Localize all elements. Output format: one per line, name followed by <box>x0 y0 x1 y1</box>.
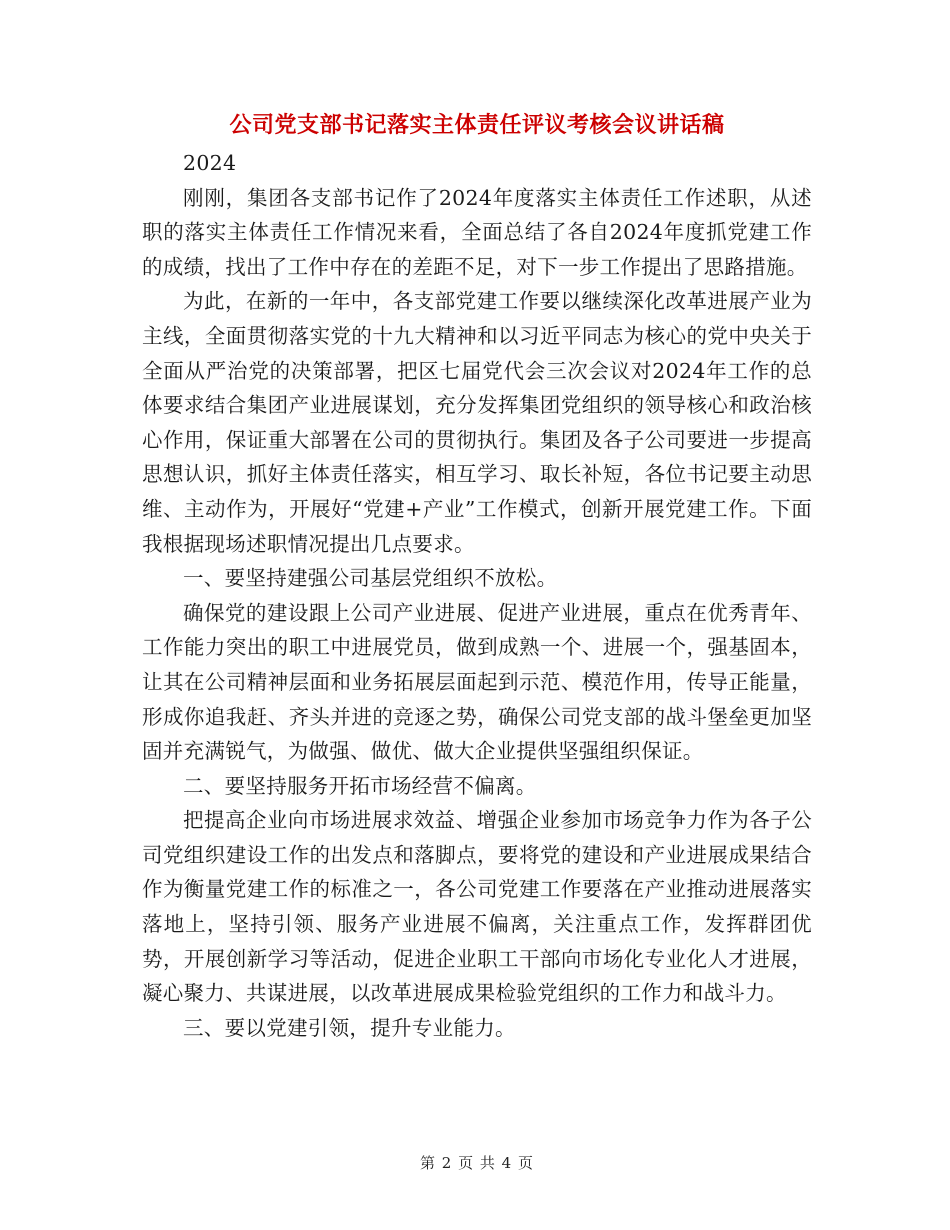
paragraph-section-2: 把提高企业向市场进展求效益、增强企业参加市场竞争力作为各子公司党组织建设工作的出发点和落脚点，要将党的建设和产业进展成果结合作为衡量党建工作的标准之一，各公司党建工作要落在产业推动进展落实落地上，坚持引领、服务产业进展不偏离，关注重点工作，发挥群团优势，开展创新学习等活动，促进企业职工干部向市场化专业化人才进展，凝心聚力、共谋进展，以改革进展成果检验党组织的工作力和战斗力。 <box>142 808 812 1006</box>
paragraph-intro: 刚刚，集团各支部书记作了2024年度落实主体责任工作述职，从述职的落实主体责任工作情况来看，全面总结了各自2024年度抓党建工作的成绩，找出了工作中存在的差距不足，对下一步工作提出了思路措施。 <box>142 185 812 279</box>
section-heading-3: 三、要以党建引领，提升专业能力。 <box>183 1015 516 1040</box>
paragraph-overview: 为此，在新的一年中，各支部党建工作要以继续深化改革进展产业为主线，全面贯彻落实党的十九大精神和以习近平同志为核心的党中央关于全面从严治党的决策部署，把区七届党代会三次会议对2024年工作的总体要求结合集团产业进展谋划，充分发挥集团党组织的领导核心和政治核心作用，保证重大部署在公司的贯彻执行。集团及各子公司要进一步提高思想认识，抓好主体责任落实，相互学习、取长补短，各位书记要主动思维、主动作为，开展好“党建+产业”工作模式，创新开展党建工作。下面我根据现场述职情况提出几点要求。 <box>142 289 812 556</box>
section-heading-1: 一、要坚持建强公司基层党组织不放松。 <box>183 566 558 591</box>
document-body <box>142 146 812 1045</box>
page-number-footer: 第 2 页 共 4 页 <box>420 1154 534 1172</box>
section-heading-2: 二、要坚持服务开拓市场经营不偏离。 <box>183 773 537 798</box>
paragraph-section-1: 确保党的建设跟上公司产业进展、促进产业进展，重点在优秀青年、工作能力突出的职工中进展党员，做到成熟一个、进展一个，强基固本，让其在公司精神层面和业务拓展层面起到示范、模范作用，传导正能量，形成你追我赶、齐头并进的竞逐之势，确保公司党支部的战斗堡垒更加坚固并充满锐气，为做强、做优、做大企业提供坚强组织保证。 <box>142 600 812 764</box>
paragraph-year: 2024 <box>183 151 237 175</box>
document-page <box>142 0 812 1230</box>
document-title: 公司党支部书记落实主体责任评议考核会议讲话稿 <box>229 112 725 138</box>
